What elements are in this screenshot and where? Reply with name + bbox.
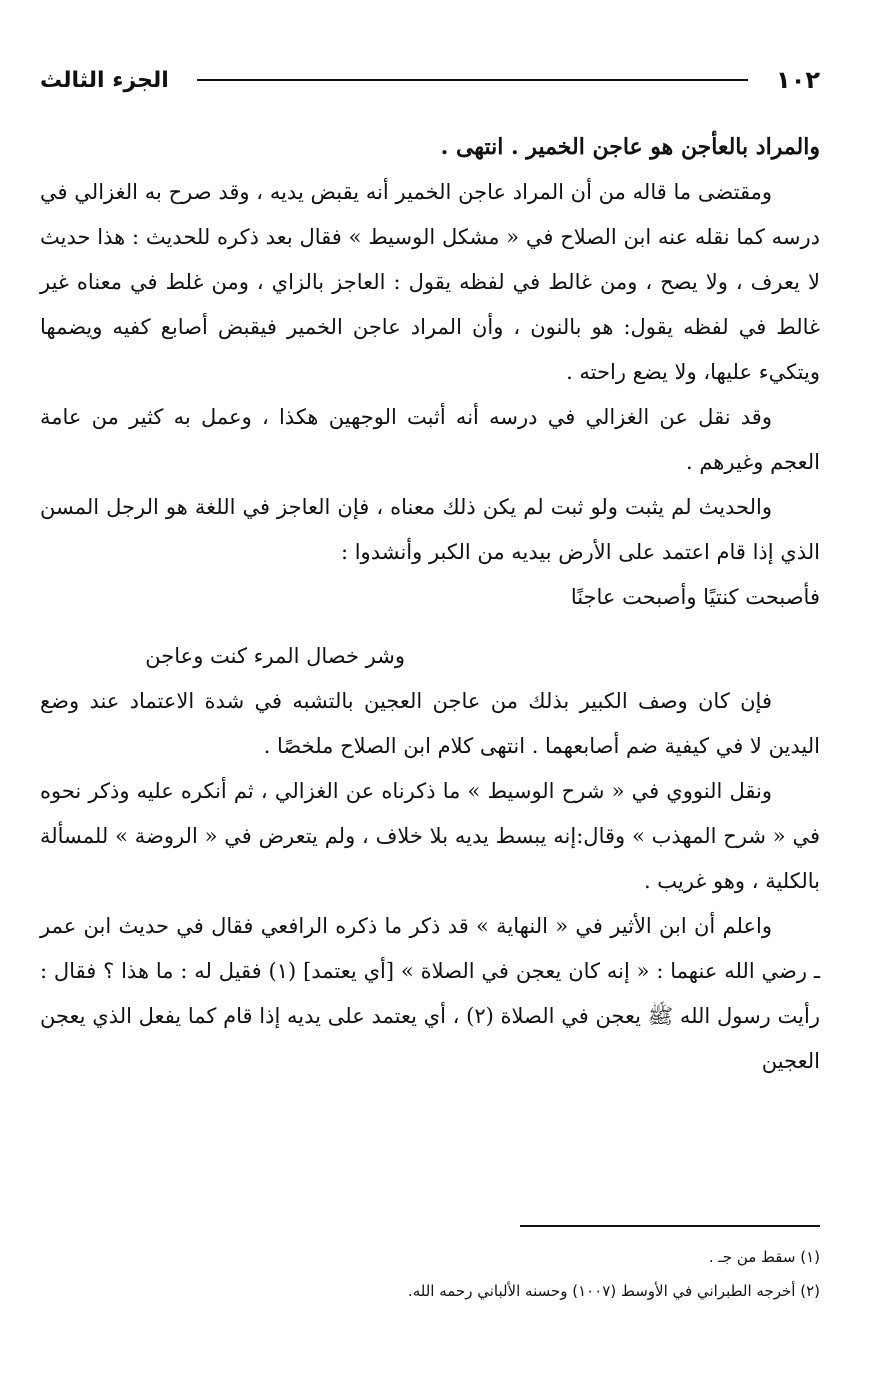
page-number: ١٠٢ — [776, 66, 820, 94]
lead-paragraph: والمراد بالعأجن هو عاجن الخمير . انتهى . — [440, 134, 820, 160]
paragraph-4: فإن كان وصف الكبير بذلك من عاجن العجين بالتشبه في شدة الاعتماد عند وضع اليدين لا في كيفية ضم أصابعهما . انتهى كلام ابن الصلاح ملخصًا . — [40, 689, 820, 758]
part-title: الجزء الثالث — [40, 67, 169, 93]
main-text — [40, 125, 820, 1084]
paragraph-3: والحديث لم يثبت ولو ثبت لم يكن ذلك معناه ، فإن العاجز في اللغة هو الرجل المسن الذي إذا قام اعتمد على الأرض بيديه من الكبر وأنشدوا : — [40, 495, 820, 564]
poem-line-2: وشر خصال المرء كنت وعاجن — [145, 644, 405, 668]
header-rule — [197, 79, 748, 81]
poem-line-1: فأصبحت كنتيًا وأصبحت عاجنًا — [570, 585, 820, 609]
footnotes — [40, 1240, 820, 1308]
page-header — [40, 58, 820, 102]
paragraph-1: ومقتضى ما قاله من أن المراد عاجن الخمير أنه يقبض يديه ، وقد صرح به الغزالي في درسه كما نقله عنه ابن الصلاح في « مشكل الوسيط » فقال بعد ذكره للحديث : هذا حديث لا يعرف ، ولا يصح ، ومن غالط في لفظه يقول : العاجز بالزاي ، ومن غلط في معناه غير غالط في لفظه يقول: هو بالنون ، وأن المراد عاجن الخمير فيقبض أصابع كفيه ويضمها ويتكيء عليها، ولا يضع راحته . — [40, 180, 820, 384]
footnote-1: (١) سقط من جـ . — [708, 1248, 820, 1266]
footnote-divider — [520, 1225, 820, 1227]
footnote-2: (٢) أخرجه الطبراني في الأوسط (١٠٠٧) وحسنه الألباني رحمه الله. — [407, 1282, 820, 1300]
book-page — [40, 0, 820, 1388]
paragraph-2: وقد نقل عن الغزالي في درسه أنه أثبت الوجهين هكذا ، وعمل به كثير من عامة العجم وغيرهم . — [40, 405, 820, 474]
paragraph-5: ونقل النووي في « شرح الوسيط » ما ذكرناه عن الغزالي ، ثم أنكره عليه وذكر نحوه في « شرح المهذب » وقال:إنه يبسط يديه بلا خلاف ، ولم يتعرض في « الروضة » للمسألة بالكلية ، وهو غريب . — [40, 779, 820, 893]
paragraph-6: واعلم أن ابن الأثير في « النهاية » قد ذكر ما ذكره الرافعي فقال في حديث ابن عمر ـ رضي الله عنهما : « إنه كان يعجن في الصلاة » [أي يعتمد] (١) فقيل له : ما هذا ؟ فقال : رأيت رسول الله ﷺ يعجن في الصلاة (٢) ، أي يعتمد على يديه إذا قام كما يفعل الذي يعجن العجين — [40, 914, 820, 1073]
